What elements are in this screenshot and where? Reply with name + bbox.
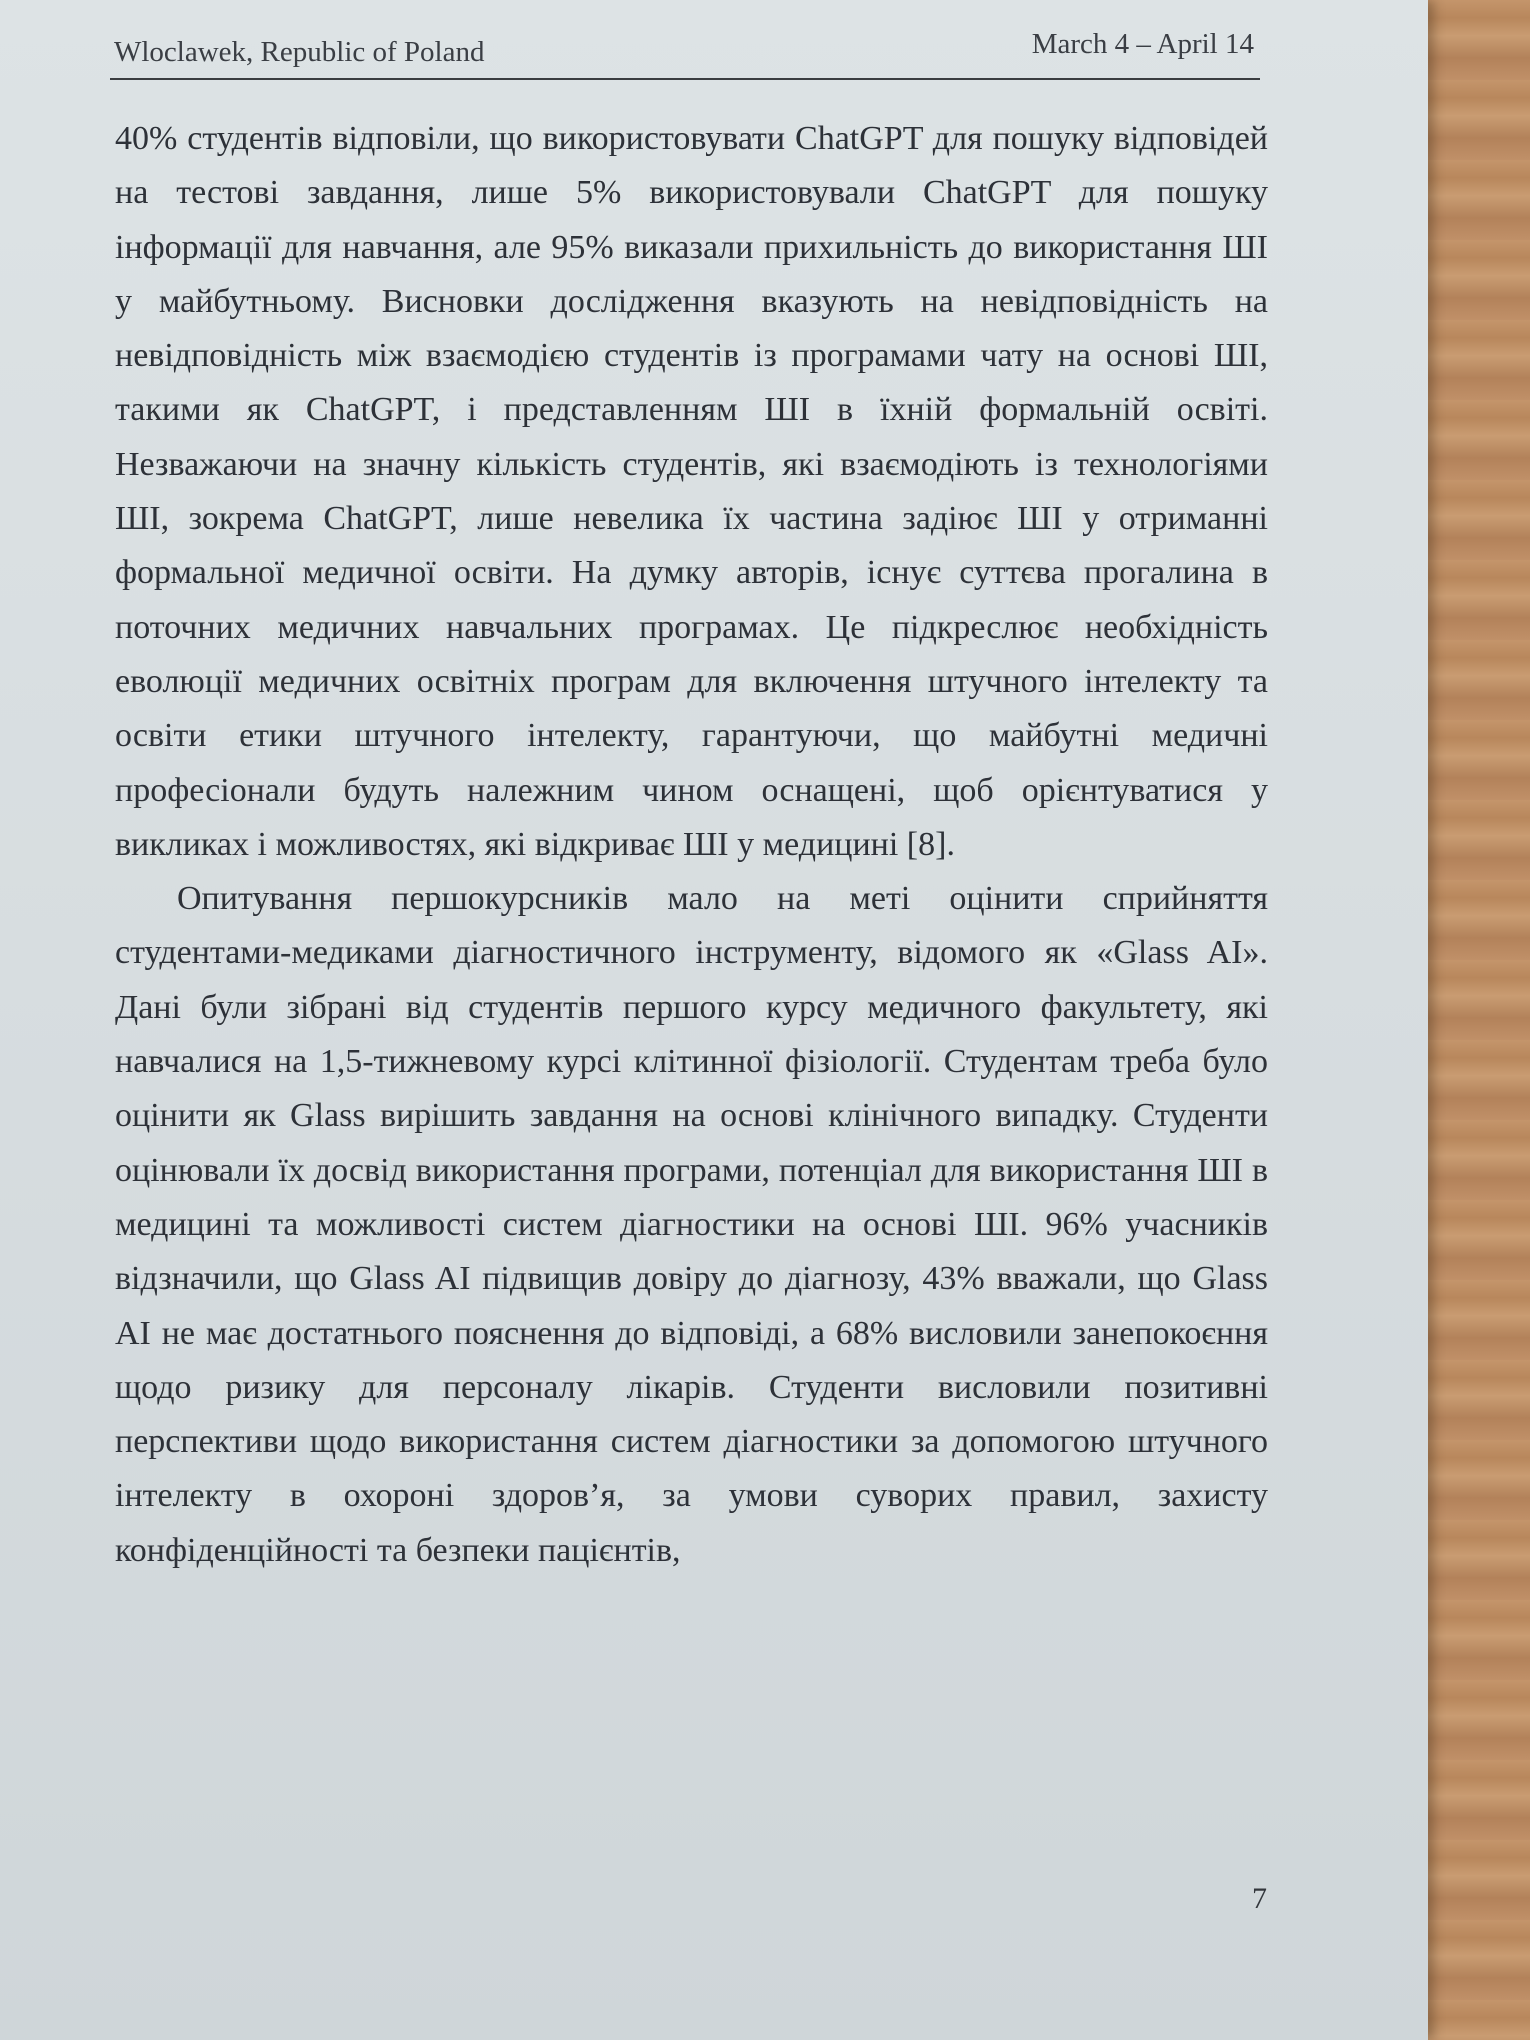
header-dates: March 4 – April 14 [1031,28,1254,60]
body-text [115,112,1268,1578]
paragraph-1: 40% студентів відповіли, що використовувати ChatGPT для пошуку відповідей на тестові завдання, лише 5% використовували ChatGPT для пошуку інформації для навчання, але 95% виказали прихильність до використання ШІ у майбутньому. Висновки дослідження вказують на невідповідність на невідповідність між взаємодією студентів із програмами чату на основі ШІ, такими як ChatGPT, і представленням ШІ в їхній формальній освіті. Незважаючи на значну кількість студентів, які взаємодіють із технологіями ШІ, зокрема ChatGPT, лише невелика їх частина задіює ШІ у отриманні формальної медичної освіти. На думку авторів, існує суттєва прогалина в поточних медичних навчальних програмах. Це підкреслює необхідність еволюції медичних освітніх програм для включення штучного інтелекту та освіти етики штучного інтелекту, гарантуючи, що майбутні медичні професіонали будуть належним чином оснащені, щоб орієнтуватися у викликах і можливостях, які відкриває ШІ у медицині [8]. [115,120,1268,863]
page-number: 7 [1252,1882,1267,1915]
header-location: Wloclawek, Republic of Poland [114,36,485,68]
paragraph-2: Опитування першокурсників мало на меті оцінити сприйняття студентами-медиками діагностичного інструменту, відомого як «Glass AI». Дані були зібрані від студентів першого курсу медичного факультету, які навчалися на 1,5-тижневому курсі клітинної фізіології. Студентам треба було оцінити як Glass вирішить завдання на основі клінічного випадку. Студенти оцінювали їх досвід використання програми, потенціал для використання ШІ в медицині та можливості систем діагностики на основі ШІ. 96% учасників відзначили, що Glass AI підвищив довіру до діагнозу, 43% вважали, що Glass AI не має достатнього пояснення до відповіді, а 68% висловили занепокоєння щодо ризику для персоналу лікарів. Студенти висловили позитивні перспективи щодо використання систем діагностики за допомогою штучного інтелекту в охороні здоров’я, за умови суворих правил, захисту конфіденційності та безпеки пацієнтів, [115,880,1268,1569]
running-header [110,28,1260,80]
